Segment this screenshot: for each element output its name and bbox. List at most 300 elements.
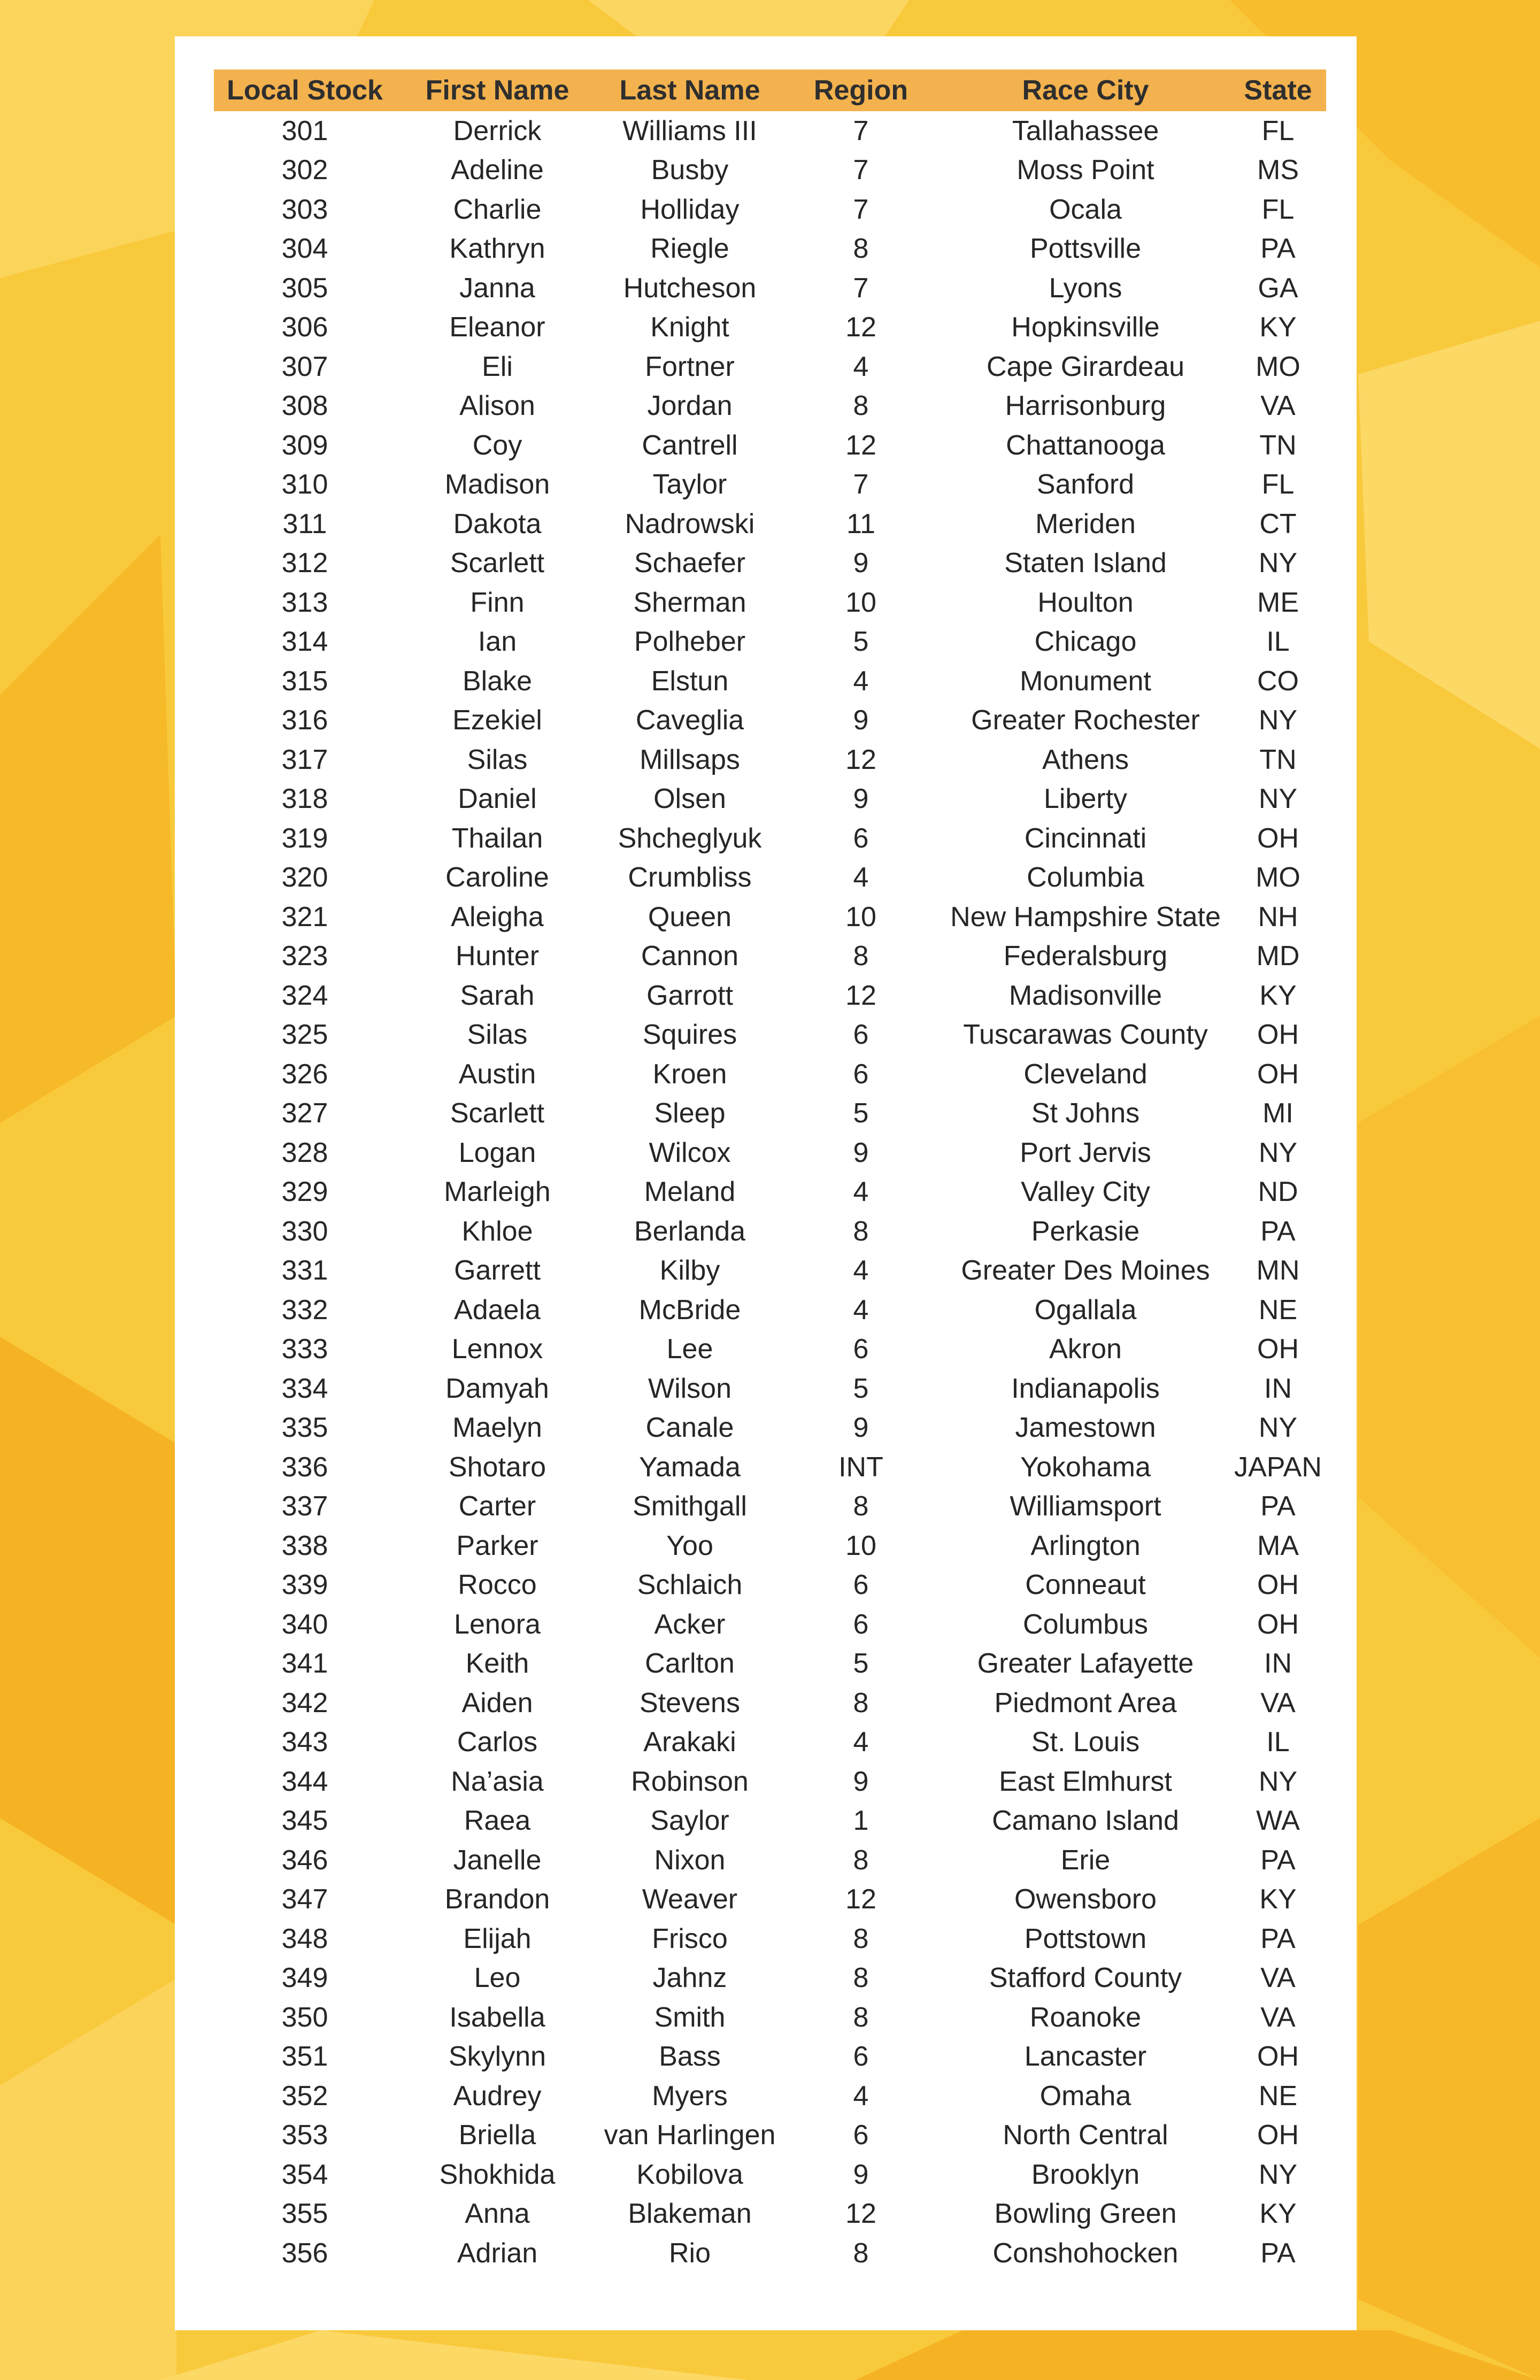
local-stock-cell: 343	[281, 1727, 328, 1758]
first-name-cell: Shokhida	[439, 2159, 556, 2190]
last-name-cell: Shcheglyuk	[618, 822, 762, 854]
local-stock-cell: 313	[281, 587, 328, 618]
first-name-cell: Silas	[467, 1019, 528, 1051]
region-cell: 4	[853, 1727, 869, 1758]
region-cell: 4	[853, 2080, 869, 2112]
state-cell: PA	[1260, 1844, 1296, 1876]
first-name-cell: Na’asia	[451, 1766, 544, 1797]
last-name-cell: Schlaich	[637, 1569, 743, 1601]
table-row	[214, 1683, 1326, 1723]
last-name-cell: Blakeman	[628, 2198, 752, 2230]
local-stock-cell: 319	[281, 822, 328, 854]
first-name-cell: Aleigha	[451, 901, 544, 933]
roster-table	[214, 70, 1326, 2273]
table-row	[214, 976, 1326, 1015]
first-name-cell: Madison	[444, 469, 550, 500]
state-cell: OH	[1257, 2041, 1299, 2073]
first-name-cell: Coy	[472, 429, 522, 461]
region-cell: 8	[853, 2237, 869, 2269]
first-name-cell: Caroline	[445, 862, 549, 894]
state-cell: NY	[1258, 1412, 1298, 1444]
table-row	[214, 1723, 1326, 1762]
race-city-cell: Greater Lafayette	[977, 1648, 1194, 1680]
state-cell: NY	[1258, 548, 1298, 579]
state-cell: WA	[1256, 1805, 1300, 1837]
last-name-cell: Riegle	[650, 233, 729, 265]
last-name-cell: Frisco	[652, 1923, 728, 1954]
table-row	[214, 1526, 1326, 1566]
first-name-cell: Scarlett	[450, 1098, 545, 1129]
state-cell: MN	[1256, 1255, 1300, 1287]
state-cell: OH	[1257, 1608, 1299, 1640]
last-name-cell: Wilson	[648, 1373, 732, 1404]
region-cell: 4	[853, 351, 869, 382]
state-cell: VA	[1260, 1687, 1296, 1719]
region-cell: 4	[853, 1294, 869, 1326]
table-row	[214, 465, 1326, 505]
race-city-cell: St. Louis	[1031, 1727, 1140, 1758]
local-stock-cell: 302	[281, 155, 328, 186]
local-stock-cell: 301	[281, 115, 328, 147]
header-local-stock: Local Stock	[214, 70, 396, 111]
state-cell: OH	[1257, 1019, 1299, 1051]
last-name-cell: Knight	[650, 312, 729, 343]
last-name-cell: Olsen	[653, 783, 726, 815]
table-row	[214, 1251, 1326, 1291]
region-cell: 10	[845, 587, 876, 618]
region-cell: 10	[845, 901, 876, 933]
state-cell: VA	[1260, 390, 1296, 422]
first-name-cell: Parker	[456, 1530, 538, 1561]
local-stock-cell: 345	[281, 1805, 328, 1837]
race-city-cell: Cincinnati	[1024, 822, 1147, 854]
local-stock-cell: 314	[281, 626, 328, 658]
region-cell: 9	[853, 2159, 869, 2190]
race-city-cell: Indianapolis	[1011, 1373, 1160, 1404]
race-city-cell: Brooklyn	[1031, 2159, 1140, 2190]
race-city-cell: Greater Rochester	[971, 705, 1200, 736]
local-stock-cell: 320	[281, 862, 328, 894]
region-cell: 5	[853, 1098, 869, 1129]
table-row	[214, 2076, 1326, 2116]
first-name-cell: Skylynn	[448, 2041, 546, 2073]
region-cell: 7	[853, 194, 869, 225]
first-name-cell: Keith	[465, 1648, 529, 1680]
state-cell: KY	[1259, 980, 1297, 1011]
table-row	[214, 2233, 1326, 2273]
region-cell: 12	[845, 744, 876, 775]
region-cell: 6	[853, 1569, 869, 1601]
race-city-cell: Lancaster	[1024, 2041, 1147, 2073]
state-cell: PA	[1260, 233, 1296, 265]
local-stock-cell: 346	[281, 1844, 328, 1876]
race-city-cell: Columbus	[1022, 1608, 1149, 1640]
race-city-cell: Cape Girardeau	[987, 351, 1184, 382]
state-cell: KY	[1259, 2198, 1297, 2230]
table-row	[214, 190, 1326, 229]
first-name-cell: Austin	[458, 1058, 536, 1090]
local-stock-cell: 312	[281, 548, 328, 579]
state-cell: NY	[1258, 1766, 1298, 1797]
state-cell: VA	[1260, 1962, 1296, 1994]
table-row	[214, 1330, 1326, 1369]
state-cell: MO	[1256, 351, 1300, 382]
race-city-cell: Columbia	[1027, 862, 1144, 894]
local-stock-cell: 354	[281, 2159, 328, 2190]
state-cell: NY	[1258, 2159, 1298, 2190]
race-city-cell: Hopkinsville	[1011, 312, 1160, 343]
last-name-cell: Squires	[642, 1019, 737, 1051]
table-row	[214, 1919, 1326, 1959]
state-cell: IL	[1266, 1727, 1290, 1758]
state-cell: ND	[1258, 1176, 1298, 1208]
local-stock-cell: 339	[281, 1569, 328, 1601]
last-name-cell: Millsaps	[640, 744, 740, 775]
first-name-cell: Carter	[458, 1491, 536, 1522]
last-name-cell: Kroen	[652, 1058, 727, 1090]
local-stock-cell: 317	[281, 744, 328, 775]
table-row	[214, 1408, 1326, 1448]
race-city-cell: East Elmhurst	[999, 1766, 1172, 1797]
first-name-cell: Adrian	[457, 2237, 538, 2269]
first-name-cell: Kathryn	[449, 233, 545, 265]
local-stock-cell: 330	[281, 1215, 328, 1247]
region-cell: 6	[853, 1058, 869, 1090]
local-stock-cell: 349	[281, 1962, 328, 1994]
first-name-cell: Scarlett	[450, 548, 545, 579]
last-name-cell: Taylor	[652, 469, 727, 500]
last-name-cell: Queen	[648, 901, 732, 933]
last-name-cell: Smith	[654, 2001, 726, 2033]
region-cell: 6	[853, 2041, 869, 2073]
region-cell: 12	[845, 1884, 876, 1915]
local-stock-cell: 315	[281, 665, 328, 697]
region-cell: 8	[853, 390, 869, 422]
region-cell: 9	[853, 783, 869, 815]
first-name-cell: Eleanor	[449, 312, 545, 343]
local-stock-cell: 355	[281, 2198, 328, 2230]
last-name-cell: Williams III	[622, 115, 757, 147]
last-name-cell: Nadrowski	[625, 508, 755, 540]
table-row	[214, 661, 1326, 701]
table-row	[214, 347, 1326, 387]
race-city-cell: Camano Island	[992, 1805, 1179, 1837]
header-first-name: First Name	[396, 70, 599, 111]
first-name-cell: Charlie	[453, 194, 542, 225]
first-name-cell: Janelle	[453, 1844, 542, 1876]
local-stock-cell: 333	[281, 1334, 328, 1365]
local-stock-cell: 305	[281, 272, 328, 304]
local-stock-cell: 337	[281, 1491, 328, 1522]
last-name-cell: Jordan	[647, 390, 733, 422]
region-cell: 6	[853, 2120, 869, 2151]
table-body	[214, 111, 1326, 2273]
state-cell: NE	[1258, 1294, 1298, 1326]
state-cell: NY	[1258, 783, 1298, 815]
table-row	[214, 1290, 1326, 1330]
race-city-cell: Pottsville	[1029, 233, 1142, 265]
table-row	[214, 1644, 1326, 1684]
region-cell: INT	[838, 1451, 883, 1483]
table-row	[214, 1015, 1326, 1055]
region-cell: 7	[853, 155, 869, 186]
table-row	[214, 504, 1326, 544]
table-row	[214, 1094, 1326, 1134]
first-name-cell: Derrick	[453, 115, 542, 147]
region-cell: 9	[853, 1137, 869, 1168]
table-row	[214, 1605, 1326, 1644]
region-cell: 11	[846, 508, 875, 540]
header-race-city: Race City	[941, 70, 1230, 111]
first-name-cell: Elijah	[463, 1923, 532, 1954]
race-city-cell: Akron	[1049, 1334, 1122, 1365]
state-cell: PA	[1260, 1215, 1296, 1247]
region-cell: 1	[853, 1805, 869, 1837]
state-cell: TN	[1259, 429, 1297, 461]
local-stock-cell: 331	[281, 1255, 328, 1287]
first-name-cell: Marleigh	[444, 1176, 551, 1208]
table-row	[214, 1054, 1326, 1094]
race-city-cell: Conshohocken	[992, 2237, 1179, 2269]
local-stock-cell: 326	[281, 1058, 328, 1090]
local-stock-cell: 325	[281, 1019, 328, 1051]
first-name-cell: Finn	[470, 587, 525, 618]
table-row	[214, 1880, 1326, 1920]
state-cell: PA	[1260, 2237, 1296, 2269]
state-cell: MS	[1257, 155, 1299, 186]
race-city-cell: Stafford County	[989, 1962, 1182, 1994]
state-cell: CT	[1259, 508, 1297, 540]
first-name-cell: Rocco	[458, 1569, 537, 1601]
race-city-cell: Ogallala	[1034, 1294, 1137, 1326]
table-row	[214, 2155, 1326, 2194]
last-name-cell: Cantrell	[642, 429, 738, 461]
state-cell: MD	[1256, 941, 1300, 972]
state-cell: MA	[1257, 1530, 1299, 1561]
table-row	[214, 1487, 1326, 1527]
last-name-cell: Saylor	[650, 1805, 729, 1837]
local-stock-cell: 347	[281, 1884, 328, 1915]
state-cell: OH	[1257, 2120, 1299, 2151]
first-name-cell: Leo	[474, 1962, 521, 1994]
last-name-cell: Holliday	[640, 194, 740, 225]
state-cell: FL	[1261, 194, 1295, 225]
first-name-cell: Ian	[478, 626, 517, 658]
race-city-cell: Perkasie	[1031, 1215, 1140, 1247]
local-stock-cell: 327	[281, 1098, 328, 1129]
last-name-cell: Hutcheson	[623, 272, 757, 304]
table-row	[214, 1959, 1326, 1998]
last-name-cell: Nixon	[654, 1844, 726, 1876]
first-name-cell: Dakota	[453, 508, 542, 540]
local-stock-cell: 316	[281, 705, 328, 736]
state-cell: IL	[1266, 626, 1290, 658]
local-stock-cell: 353	[281, 2120, 328, 2151]
last-name-cell: Busby	[651, 155, 729, 186]
table-row	[214, 2037, 1326, 2077]
region-cell: 8	[853, 233, 869, 265]
race-city-cell: Arlington	[1030, 1530, 1141, 1561]
state-cell: CO	[1257, 665, 1299, 697]
table-row	[214, 229, 1326, 269]
local-stock-cell: 348	[281, 1923, 328, 1954]
table-row	[214, 2116, 1326, 2155]
table-row	[214, 622, 1326, 662]
race-city-cell: Omaha	[1040, 2080, 1131, 2112]
region-cell: 6	[853, 1334, 869, 1365]
local-stock-cell: 350	[281, 2001, 328, 2033]
local-stock-cell: 328	[281, 1137, 328, 1168]
table-row	[214, 426, 1326, 465]
race-city-cell: Madisonville	[1008, 980, 1162, 1011]
race-city-cell: Monument	[1020, 665, 1151, 697]
state-cell: OH	[1257, 1569, 1299, 1601]
race-city-cell: Valley City	[1021, 1176, 1150, 1208]
race-city-cell: Yokohama	[1020, 1451, 1151, 1483]
region-cell: 6	[853, 822, 869, 854]
local-stock-cell: 308	[281, 390, 328, 422]
region-cell: 7	[853, 115, 869, 147]
table-row	[214, 1447, 1326, 1487]
region-cell: 8	[853, 1491, 869, 1522]
last-name-cell: Canale	[645, 1412, 734, 1444]
last-name-cell: Caveglia	[635, 705, 744, 736]
local-stock-cell: 311	[282, 508, 327, 540]
race-city-cell: Ocala	[1049, 194, 1122, 225]
first-name-cell: Isabella	[449, 2001, 545, 2033]
region-cell: 9	[853, 1766, 869, 1797]
race-city-cell: Jamestown	[1015, 1412, 1156, 1444]
state-cell: IN	[1264, 1373, 1292, 1404]
state-cell: NE	[1258, 2080, 1298, 2112]
state-cell: NY	[1258, 705, 1298, 736]
table-row	[214, 2194, 1326, 2234]
last-name-cell: Stevens	[640, 1687, 740, 1719]
race-city-cell: Greater Des Moines	[961, 1255, 1210, 1287]
region-cell: 4	[853, 1176, 869, 1208]
last-name-cell: Crumbliss	[628, 862, 752, 894]
region-cell: 6	[853, 1608, 869, 1640]
state-cell: MO	[1256, 862, 1300, 894]
race-city-cell: Meriden	[1035, 508, 1136, 540]
region-cell: 9	[853, 705, 869, 736]
region-cell: 12	[845, 429, 876, 461]
last-name-cell: Carlton	[645, 1648, 735, 1680]
table-row	[214, 937, 1326, 976]
race-city-cell: Lyons	[1049, 272, 1122, 304]
state-cell: OH	[1257, 1058, 1299, 1090]
local-stock-cell: 352	[281, 2080, 328, 2112]
local-stock-cell: 307	[281, 351, 328, 382]
state-cell: GA	[1258, 272, 1298, 304]
last-name-cell: Elstun	[651, 665, 729, 697]
race-city-cell: Tallahassee	[1012, 115, 1159, 147]
table-row	[214, 1566, 1326, 1605]
race-city-cell: Liberty	[1043, 783, 1128, 815]
local-stock-cell: 323	[281, 941, 328, 972]
state-cell: TN	[1259, 744, 1297, 775]
header-last-name: Last Name	[599, 70, 781, 111]
race-city-cell: Cleveland	[1023, 1058, 1148, 1090]
last-name-cell: Robinson	[631, 1766, 749, 1797]
first-name-cell: Lennox	[451, 1334, 543, 1365]
race-city-cell: Houlton	[1037, 587, 1134, 618]
last-name-cell: Berlanda	[634, 1215, 746, 1247]
first-name-cell: Silas	[467, 744, 528, 775]
first-name-cell: Thailan	[451, 822, 543, 854]
last-name-cell: Fortner	[645, 351, 735, 382]
state-cell: NH	[1258, 901, 1298, 933]
first-name-cell: Logan	[458, 1137, 536, 1168]
table-row	[214, 819, 1326, 858]
first-name-cell: Damyah	[445, 1373, 549, 1404]
race-city-cell: Harrisonburg	[1005, 390, 1166, 422]
region-cell: 5	[853, 626, 869, 658]
race-city-cell: Erie	[1060, 1844, 1111, 1876]
region-cell: 6	[853, 1019, 869, 1051]
race-city-cell: Staten Island	[1004, 548, 1167, 579]
local-stock-cell: 306	[281, 312, 328, 343]
region-cell: 5	[853, 1648, 869, 1680]
table-row	[214, 544, 1326, 583]
table-row	[214, 1369, 1326, 1408]
state-cell: NY	[1258, 1137, 1298, 1168]
local-stock-cell: 318	[281, 783, 328, 815]
first-name-cell: Briella	[458, 2120, 536, 2151]
first-name-cell: Adeline	[451, 155, 544, 186]
first-name-cell: Garrett	[454, 1255, 541, 1287]
table-row	[214, 111, 1326, 151]
race-city-cell: Chicago	[1034, 626, 1137, 658]
table-row	[214, 268, 1326, 308]
last-name-cell: Acker	[654, 1608, 726, 1640]
local-stock-cell: 342	[281, 1687, 328, 1719]
state-cell: JAPAN	[1234, 1451, 1322, 1483]
local-stock-cell: 309	[281, 429, 328, 461]
state-cell: PA	[1260, 1923, 1296, 1954]
first-name-cell: Maelyn	[452, 1412, 542, 1444]
race-city-cell: Williamsport	[1010, 1491, 1161, 1522]
first-name-cell: Daniel	[458, 783, 537, 815]
header-region: Region	[781, 70, 941, 111]
table-row	[214, 1762, 1326, 1801]
last-name-cell: Sleep	[654, 1098, 726, 1129]
race-city-cell: North Central	[1003, 2120, 1168, 2151]
last-name-cell: Yamada	[639, 1451, 741, 1483]
race-city-cell: Roanoke	[1029, 2001, 1142, 2033]
region-cell: 8	[853, 2001, 869, 2033]
table-row	[214, 1801, 1326, 1841]
table-row	[214, 387, 1326, 426]
table-row	[214, 701, 1326, 741]
first-name-cell: Janna	[459, 272, 535, 304]
first-name-cell: Alison	[459, 390, 535, 422]
region-cell: 8	[853, 1923, 869, 1954]
race-city-cell: Port Jervis	[1020, 1137, 1151, 1168]
last-name-cell: Arakaki	[643, 1727, 736, 1758]
table-row	[214, 1998, 1326, 2037]
table-row	[214, 1212, 1326, 1251]
local-stock-cell: 340	[281, 1608, 328, 1640]
last-name-cell: Weaver	[642, 1884, 738, 1915]
table-row	[214, 308, 1326, 348]
state-cell: FL	[1261, 115, 1295, 147]
table-row	[214, 780, 1326, 819]
local-stock-cell: 303	[281, 194, 328, 225]
local-stock-cell: 351	[281, 2041, 328, 2073]
region-cell: 8	[853, 1962, 869, 1994]
region-cell: 7	[853, 469, 869, 500]
